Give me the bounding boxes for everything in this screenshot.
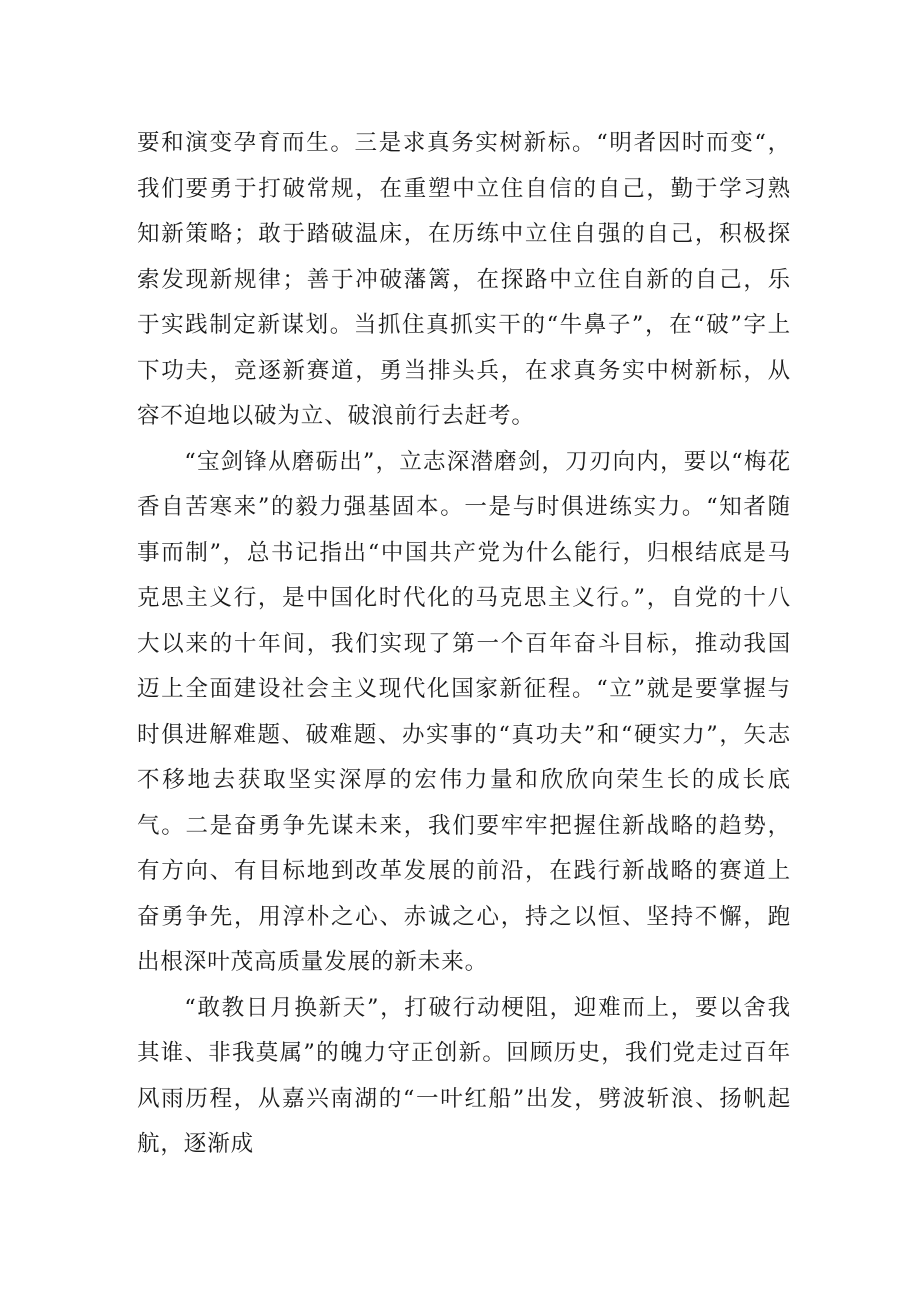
document-body bbox=[137, 121, 791, 1168]
paragraph-3: “敢教日月换新天”，打破行动梗阻，迎难而上，要以舍我其谁、非我莫属”的魄力守正创新。回顾历史，我们党走过百年风雨历程，从嘉兴南湖的“一叶红船”出发，劈波斩浪、扬帆起航，逐渐成 bbox=[137, 994, 791, 1157]
paragraph-2: “宝剑锋从磨砺出”，立志深潜磨剑，刀刃向内，要以“梅花香自苦寒来”的毅力强基固本。一是与时俱进练实力。“知者随事而制”，总书记指出“中国共产党为什么能行，归根结底是马克思主义行，是中国化时代化的马克思主义行。”，自党的十八大以来的十年间，我们实现了第一个百年奋斗目标，推动我国迈上全面建设社会主义现代化国家新征程。“立”就是要掌握与时俱进解难题、破难题、办实事的“真功夫”和“硬实力”，矢志不移地去获取坚实深厚的宏伟力量和欣欣向荣生长的成长底气。二是奋勇争先谋未来，我们要牢牢把握住新战略的趋势，有方向、有目标地到改革发展的前沿，在践行新战略的赛道上奋勇争先，用淳朴之心、赤诚之心，持之以恒、坚持不懈，跑出根深叶茂高质量发展的新未来。 bbox=[137, 448, 791, 975]
paragraph-1: 要和演变孕育而生。三是求真务实树新标。“明者因时而变“，我们要勇于打破常规，在重塑中立住自信的自己，勤于学习熟知新策略；敢于踏破温床，在历练中立住自强的自己，积极探索发现新规律；善于冲破藩篱，在探路中立住自新的自己，乐于实践制定新谋划。当抓住真抓实干的“牛鼻子”，在“破”字上下功夫，竞逐新赛道，勇当排头兵，在求真务实中树新标，从容不迫地以破为立、破浪前行去赶考。 bbox=[137, 130, 791, 429]
